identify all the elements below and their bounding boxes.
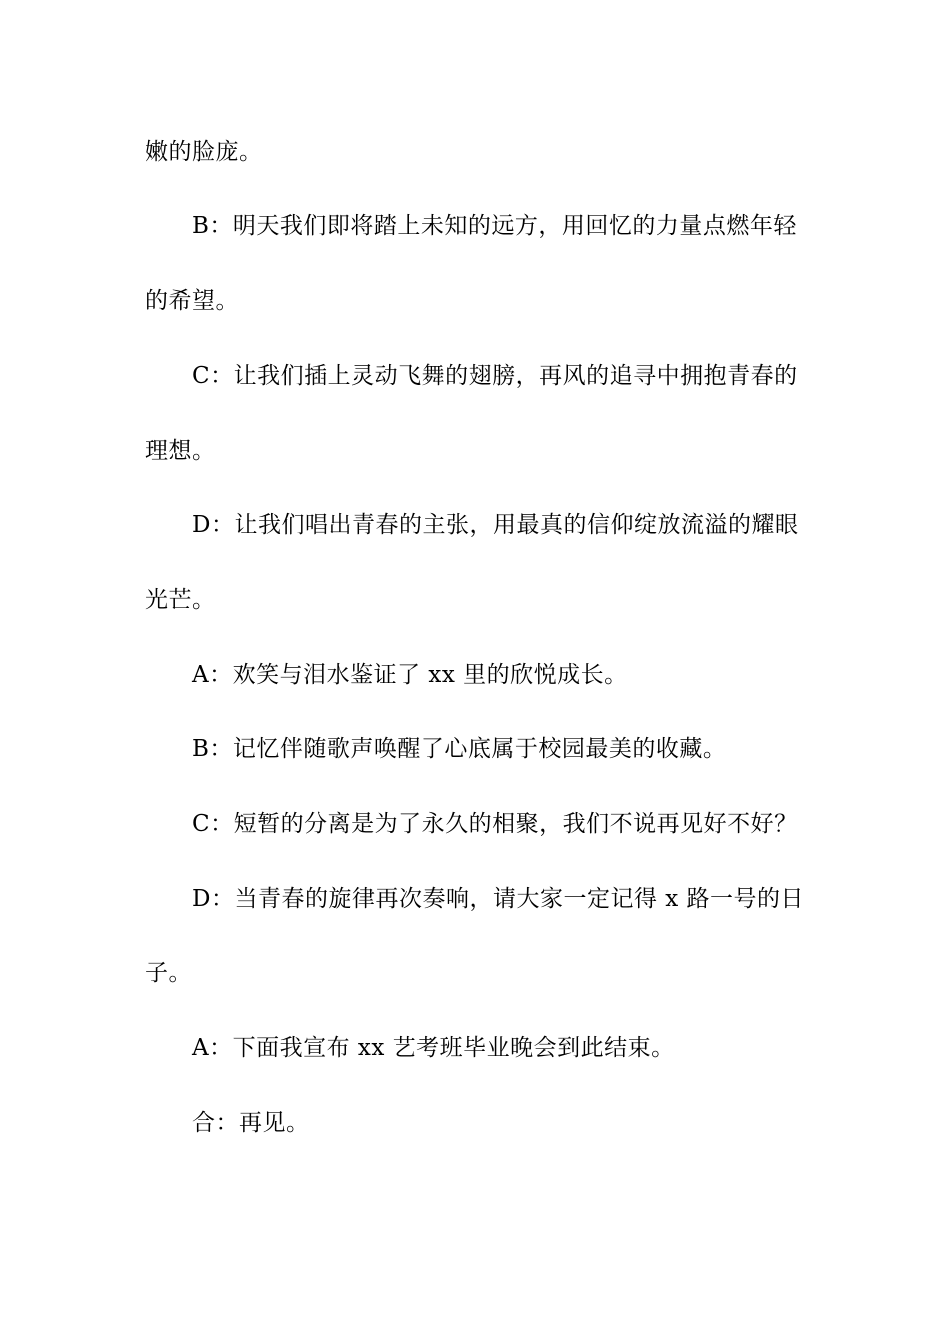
text-line: D：当青春的旋律再次奏响，请大家一定记得 x 路一号的日 xyxy=(192,886,805,912)
text-line: A：欢笑与泪水鉴证了 xx 里的欣悦成长。 xyxy=(192,662,628,688)
text-line: C：让我们插上灵动飞舞的翅膀，再风的追寻中拥抱青春的 xyxy=(192,363,798,389)
text-line: D：让我们唱出青春的主张，用最真的信仰绽放流溢的耀眼 xyxy=(192,512,799,538)
text-line: C：短暂的分离是为了永久的相聚，我们不说再见好不好？ xyxy=(192,811,798,837)
text-line: A：下面我宣布 xx 艺考班毕业晚会到此结束。 xyxy=(192,1035,675,1061)
text-line: 子。 xyxy=(145,960,192,986)
text-line: B：明天我们即将踏上未知的远方，用回忆的力量点燃年轻 xyxy=(192,213,797,239)
text-line: 理想。 xyxy=(145,438,216,464)
text-line: 合：再见。 xyxy=(192,1110,310,1136)
text-line: 的希望。 xyxy=(145,288,239,314)
text-line: 光芒。 xyxy=(145,587,216,613)
text-line: 嫩的脸庞。 xyxy=(145,139,263,165)
text-line: B：记忆伴随歌声唤醒了心底属于校园最美的收藏。 xyxy=(192,736,727,762)
